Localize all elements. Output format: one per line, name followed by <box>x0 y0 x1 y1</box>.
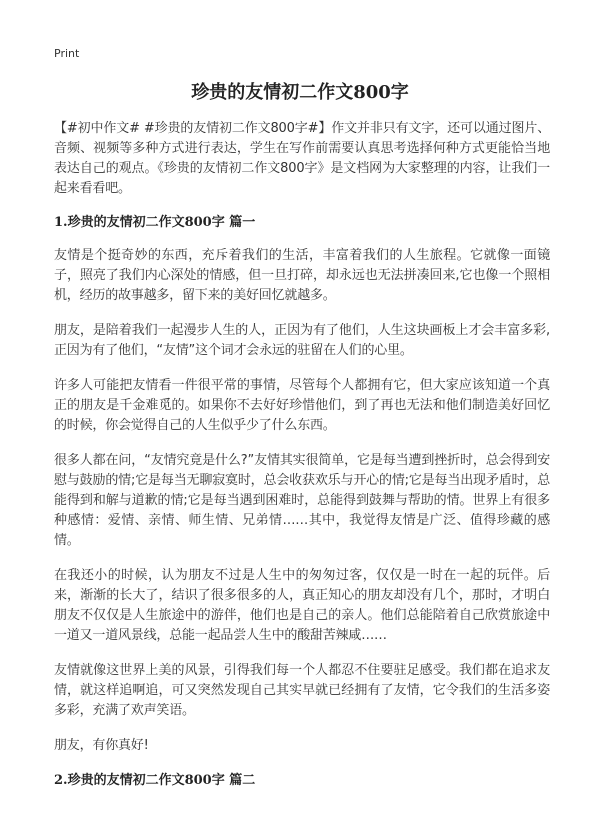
intro-text: 作文并非只有文字，还可以通过图片、音频、视频等多种方式进行表达，学生在写作前需要认真思考选择何种方式更能恰当地表达自己的观点。《珍贵的友情初二作文800字》是文档网为大家整理的内容，让我们一起来看看吧。 <box>54 121 550 196</box>
article-title: 珍贵的友情初二作文800字 <box>191 82 409 103</box>
section-1-paragraph-3: 许多人可能把友情看一件很平常的事情，尽管每个人都拥有它，但大家应该知道一个真正的朋友是千金难觅的。如果你不去好好珍惜他们，到了再也无法和他们制造美好回忆的时候，你会觉得自己的人生似乎少了什么东西。 <box>54 378 550 433</box>
section-1-paragraph-1: 友情是个挺奇妙的东西，充斥着我们的生活，丰富着我们的人生旅程。它就像一面镜子，照亮了我们内心深处的情感，但一旦打碎，却永远也无法拼凑回来,它也像一个照相机，经历的故事越多，留下来的美好回忆就越多。 <box>54 248 550 303</box>
section-1-paragraph-2: 朋友，是陪着我们一起漫步人生的人，正因为有了他们，人生这块画板上才会丰富多彩,正因为有了他们，“友情”这个词才会永远的驻留在人们的心里。 <box>54 323 550 358</box>
intro-tags: 【#初中作文# #珍贵的友情初二作文800字#】 <box>54 121 332 136</box>
section-heading-2: 2.珍贵的友情初二作文800字 篇二 <box>54 773 256 788</box>
section-1-paragraph-4: 很多人都在问，“友情究竟是什么?”友情其实很简单，它是每当遭到挫折时，总会得到安慰与鼓励的情;它是每当无聊寂寞时，总会收获欢乐与开心的情;它是每当出现矛盾时，总能得到和解与道歉的情;它是每当遇到困难时，总能得到鼓舞与帮助的情。世界上有很多种感情：爱情、亲情、师生情、兄弟情……其中，我觉得友情是广泛、值得珍藏的感情。 <box>54 453 550 548</box>
intro-paragraph <box>54 119 550 199</box>
section-heading-1: 1.珍贵的友情初二作文800字 篇一 <box>54 215 256 230</box>
print-link[interactable]: Print <box>54 47 80 60</box>
article-body <box>54 119 550 804</box>
section-1-paragraph-7: 朋友，有你真好! <box>54 738 149 753</box>
section-1-paragraph-6: 友情就像这世界上美的风景，引得我们每一个人都忍不住要驻足感受。我们都在追求友情，就这样追啊追，可又突然发现自己其实早就已经拥有了友情，它令我们的生活多姿多彩，充满了欢声笑语。 <box>54 663 550 718</box>
section-1-paragraph-5: 在我还小的时候，认为朋友不过是人生中的匆匆过客，仅仅是一时在一起的玩伴。后来，渐渐的长大了，结识了很多很多的人，真正知心的朋友却没有几个，那时，才明白朋友不仅仅是人生旅途中的游伴，他们也是自己的亲人。他们总能陪着自己欣赏旅途中一道又一道风景线，总能一起品尝人生中的酸甜苦辣咸…… <box>54 568 550 643</box>
